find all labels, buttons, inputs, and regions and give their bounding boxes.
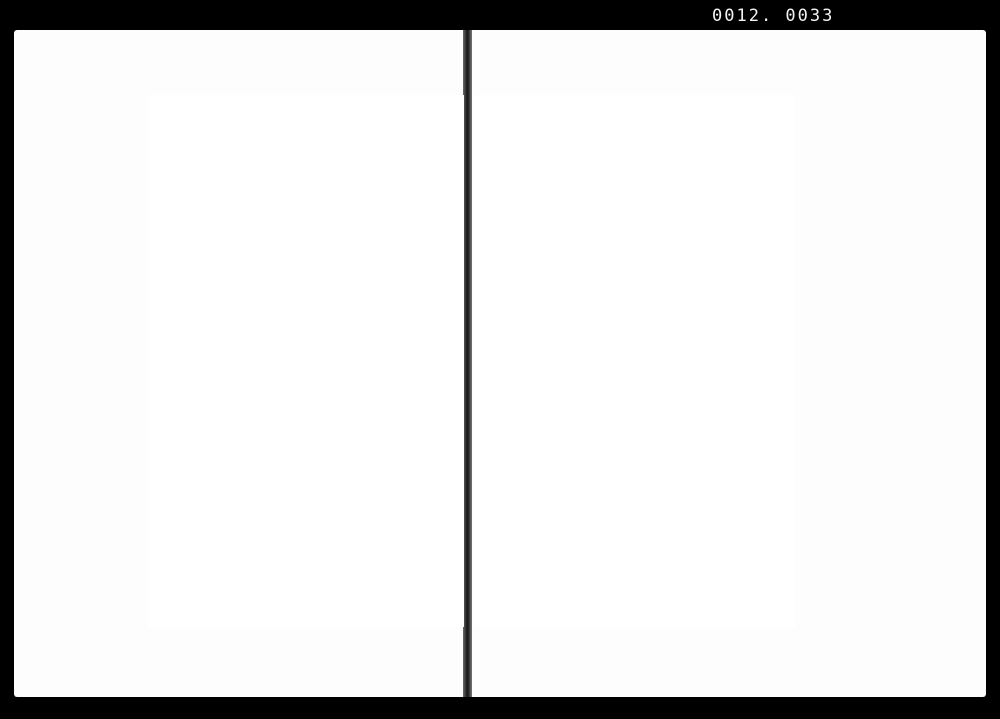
frame-counter: 0012. 0033 [712, 6, 835, 26]
left-page-text-area [148, 95, 464, 627]
book-gutter [463, 30, 472, 697]
right-page-text-area [474, 95, 795, 627]
